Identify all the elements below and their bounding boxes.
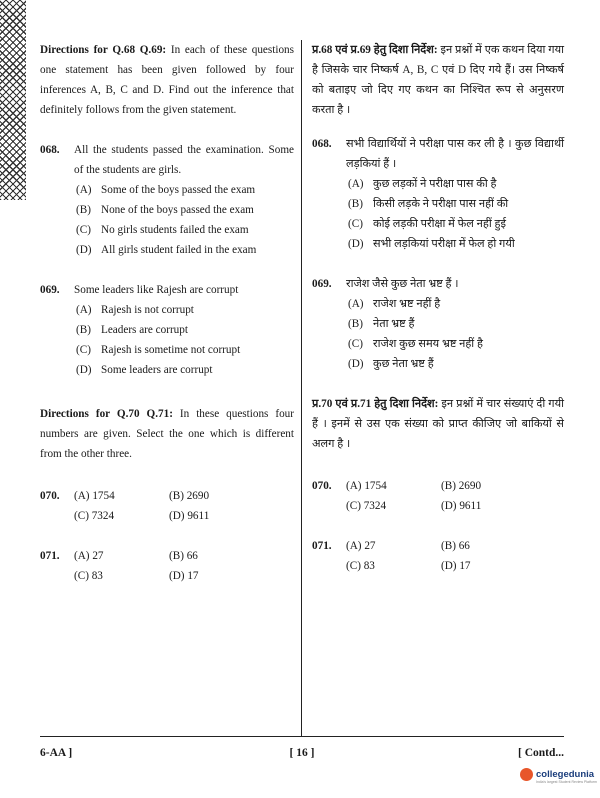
option: (C) No girls students failed the exam — [76, 224, 249, 236]
question-number: 069. — [312, 278, 332, 290]
option: (C) कोई लड़की परीक्षा में फेल नहीं हुई — [348, 218, 506, 230]
option: (A) Rajesh is not corrupt — [76, 304, 194, 316]
option: (B) 66 — [441, 540, 470, 552]
question-number: 068. — [40, 144, 60, 156]
question-number: 069. — [40, 284, 60, 296]
page-footer — [40, 747, 564, 763]
option: (C) 83 — [346, 560, 375, 572]
question-number: 071. — [40, 550, 60, 562]
question-69 — [40, 280, 294, 380]
option: (B) 2690 — [169, 490, 210, 502]
hindi-column — [312, 40, 564, 576]
english-column — [40, 40, 294, 586]
option: (C) 83 — [74, 570, 103, 582]
logo-text: collegedunia — [536, 769, 595, 780]
option: (A) 27 — [74, 550, 104, 562]
option: (A) 1754 — [346, 480, 387, 492]
option: (B) 2690 — [441, 480, 482, 492]
option: (A) कुछ लड़कों ने परीक्षा पास की है — [348, 178, 497, 190]
option: (D) कुछ नेता भ्रष्ट हैं — [348, 358, 434, 370]
question-68-hindi — [312, 134, 564, 254]
option: (B) 66 — [169, 550, 198, 562]
continued-label: [ Contd... — [517, 747, 564, 759]
collegedunia-logo — [520, 768, 597, 784]
question-number: 070. — [312, 480, 332, 492]
question-68 — [40, 140, 294, 260]
option: (C) 7324 — [346, 500, 387, 512]
option: (D) 17 — [441, 560, 471, 572]
question-text: राजेश जैसे कुछ नेता भ्रष्ट हैं । — [346, 278, 459, 290]
option: (D) सभी लड़कियां परीक्षा में फेल हो गयी — [348, 238, 515, 250]
footer-rule — [40, 736, 564, 737]
question-number: 071. — [312, 540, 332, 552]
option: (D) 9611 — [441, 500, 482, 512]
option: (D) 9611 — [169, 510, 210, 522]
question-text: Some leaders like Rajesh are corrupt — [74, 284, 239, 296]
directions-68-69: Directions for Q.68 Q.69: In each of these questions one statement has been given followed by four inferences A, B, C and D. Find out the inference that definitely follows from the given statement. — [40, 44, 294, 116]
option: (A) 27 — [346, 540, 376, 552]
directions-70-71-hindi: प्र.70 एवं प्र.71 हेतु दिशा निर्देश: इन प्रश्नों में चार संख्याएं दी गयी हैं । इनमें से उस एक संख्या को प्राप्त कीजिए जो बाकियों से अलग है । — [312, 398, 564, 450]
question-text: सभी विद्यार्थियों ने परीक्षा पास कर ली है । कुछ विद्यार्थी लड़कियां हैं । — [346, 138, 564, 170]
logo-icon — [520, 768, 533, 781]
option: (D) 17 — [169, 570, 199, 582]
question-70 — [40, 486, 294, 526]
question-text: All the students passed the examination. Some of the students are girls. — [74, 144, 294, 176]
question-number: 070. — [40, 490, 60, 502]
directions-70-71: Directions for Q.70 Q.71: In these questions four numbers are given. Select the one which is different from the other three. — [40, 408, 295, 460]
option: (A) राजेश भ्रष्ट नहीं है — [348, 298, 441, 310]
option: (B) None of the boys passed the exam — [76, 204, 254, 216]
question-71-hindi — [312, 536, 564, 576]
option: (B) Leaders are corrupt — [76, 324, 188, 336]
directions-68-69-hindi: प्र.68 एवं प्र.69 हेतु दिशा निर्देश: इन प्रश्नों में एक कथन दिया गया है जिसके चार निष्कर्ष A, B, C एवं D दिए गये हैं। उस निष्कर्ष को बताइए जो दिए गए कथन का निश्चित रूप से अनुसरण करता है । — [312, 44, 564, 116]
option: (B) किसी लड़के ने परीक्षा पास नहीं की — [348, 198, 509, 210]
decorative-border — [0, 0, 26, 200]
option: (D) Some leaders are corrupt — [76, 364, 213, 376]
option: (D) All girls student failed in the exam — [76, 244, 257, 256]
column-divider — [301, 40, 302, 736]
question-71 — [40, 546, 294, 586]
logo-tagline: India's largest Student Review Platform — [536, 780, 597, 784]
option: (C) राजेश कुछ समय भ्रष्ट नहीं है — [348, 338, 483, 350]
question-69-hindi — [312, 274, 564, 374]
question-number: 068. — [312, 138, 332, 150]
question-70-hindi — [312, 476, 564, 516]
option: (A) 1754 — [74, 490, 115, 502]
option: (C) 7324 — [74, 510, 115, 522]
option: (B) नेता भ्रष्ट हैं — [348, 318, 415, 330]
option: (A) Some of the boys passed the exam — [76, 184, 256, 196]
page-number: [ 16 ] — [289, 747, 315, 759]
booklet-code: 6-AA ] — [40, 747, 73, 759]
option: (C) Rajesh is sometime not corrupt — [76, 344, 241, 356]
